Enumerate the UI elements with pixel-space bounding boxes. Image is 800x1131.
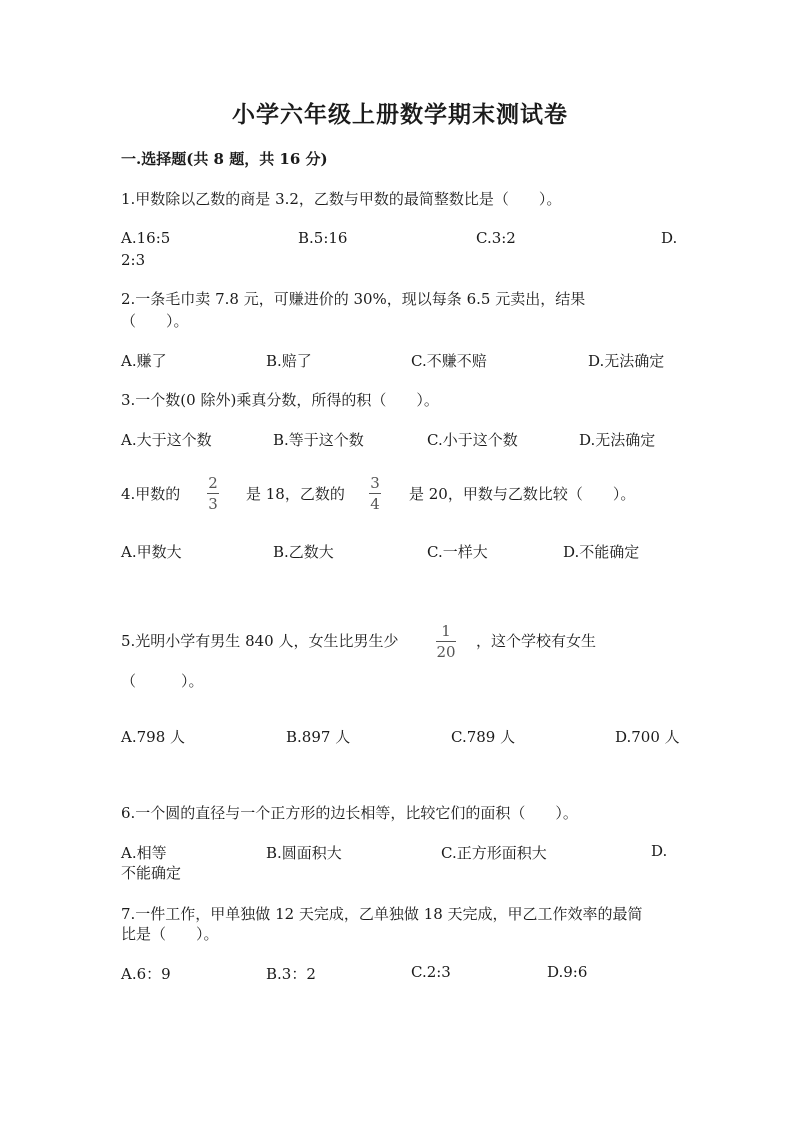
fraction-bar — [207, 493, 219, 494]
fraction-denominator: 20 — [436, 643, 456, 661]
question-2-option-d: D.无法确定 — [588, 352, 665, 370]
question-5-option-b: B.897 人 — [286, 728, 351, 746]
question-6-option-d: D. — [651, 842, 668, 860]
question-7-option-d: D.9:6 — [547, 963, 588, 981]
question-1-option-a: A.16:5 — [121, 229, 171, 247]
question-5-stem-line2: （ ）。 — [121, 672, 204, 690]
question-1-option-c: C.3:2 — [476, 229, 516, 247]
question-4-stem-part1: 4.甲数的 — [121, 485, 181, 503]
fraction-denominator: 4 — [370, 495, 380, 513]
page-title: 小学六年级上册数学期末测试卷 — [232, 101, 568, 128]
question-7-stem: 7.一件工作，甲单独做 12 天完成，乙单独做 18 天完成，甲乙工作效率的最简 — [121, 905, 643, 923]
fraction-bar — [369, 493, 381, 494]
question-2-stem: 2.一条毛巾卖 7.8 元，可赚进价的 30%，现以每条 6.5 元卖出，结果 — [121, 290, 586, 308]
question-5-option-c: C.789 人 — [451, 728, 516, 746]
question-7-stem-line2: 比是（ ）。 — [121, 925, 219, 943]
question-5-stem-part1: 5.光明小学有男生 840 人，女生比男生少 — [121, 632, 399, 650]
question-4-option-b: B.乙数大 — [273, 543, 334, 561]
question-7-option-a: A.6：9 — [121, 965, 171, 983]
section-heading: 一.选择题(共 8 题，共 16 分) — [121, 150, 328, 168]
question-4-stem-part3: 是 20，甲数与乙数比较（ ）。 — [409, 485, 636, 503]
question-4-option-c: C.一样大 — [427, 543, 488, 561]
question-7-option-b: B.3：2 — [266, 965, 316, 983]
question-6-option-b: B.圆面积大 — [266, 844, 342, 862]
question-3-stem: 3.一个数(0 除外)乘真分数，所得的积（ ）。 — [121, 391, 439, 409]
question-4-option-a: A.甲数大 — [121, 543, 182, 561]
question-3-option-a: A.大于这个数 — [121, 431, 212, 449]
question-1-option-b: B.5:16 — [298, 229, 348, 247]
question-1-option-d: D. — [661, 229, 678, 247]
fraction-numerator: 1 — [441, 622, 451, 640]
fraction-bar — [436, 641, 456, 642]
question-2-option-a: A.赚了 — [121, 352, 167, 370]
question-6-stem: 6.一个圆的直径与一个正方形的边长相等，比较它们的面积（ ）。 — [121, 804, 578, 822]
question-5-fraction — [436, 622, 456, 661]
question-5-option-a: A.798 人 — [121, 728, 185, 746]
question-3-option-c: C.小于这个数 — [427, 431, 518, 449]
question-6-option-c: C.正方形面积大 — [441, 844, 547, 862]
question-4-fraction-2 — [369, 474, 381, 513]
question-6-option-a: A.相等 — [121, 844, 167, 862]
question-5-stem-part2: ，这个学校有女生 — [476, 632, 597, 650]
fraction-denominator: 3 — [208, 495, 218, 513]
question-3-option-d: D.无法确定 — [579, 431, 656, 449]
question-1-option-d-wrap: 2:3 — [121, 251, 146, 269]
question-2-option-c: C.不赚不赔 — [411, 352, 487, 370]
question-5-option-d: D.700 人 — [615, 728, 680, 746]
fraction-numerator: 3 — [370, 474, 380, 492]
question-6-option-d-wrap: 不能确定 — [121, 864, 182, 882]
question-4-stem-part2: 是 18，乙数的 — [246, 485, 345, 503]
question-3-option-b: B.等于这个数 — [273, 431, 364, 449]
question-2-option-b: B.赔了 — [266, 352, 312, 370]
question-4-fraction-1 — [207, 474, 219, 513]
fraction-numerator: 2 — [208, 474, 218, 492]
question-1-stem: 1.甲数除以乙数的商是 3.2，乙数与甲数的最简整数比是（ ）。 — [121, 190, 562, 208]
question-2-stem-line2: （ ）。 — [121, 312, 189, 330]
question-4-option-d: D.不能确定 — [563, 543, 640, 561]
question-7-option-c: C.2:3 — [411, 963, 451, 981]
